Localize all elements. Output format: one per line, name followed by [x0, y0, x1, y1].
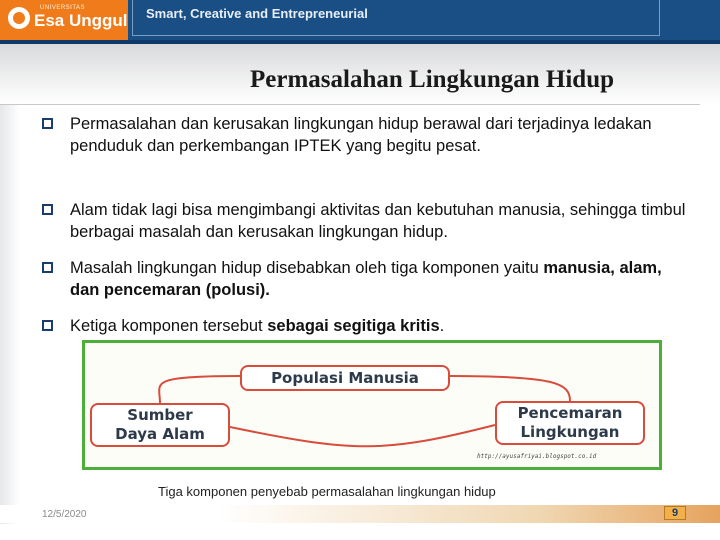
bullet-item — [42, 199, 692, 243]
checkbox-bullet-icon — [42, 118, 53, 129]
node-pollution — [495, 401, 645, 445]
diagram-caption: Tiga komponen penyebab permasalahan lingkungan hidup — [158, 484, 496, 499]
node-label-line: Daya Alam — [115, 425, 205, 443]
title-divider — [0, 104, 700, 105]
page-number: 9 — [664, 506, 686, 520]
bullet-text — [70, 257, 692, 301]
connector-left — [159, 376, 240, 403]
node-population: Populasi Manusia — [240, 365, 450, 391]
bullet-text-bold: manusia, alam, dan pencemaran (polusi). — [70, 259, 662, 299]
header-bar — [0, 0, 720, 44]
bullet-text: Alam tidak lagi bisa mengimbangi aktivitas dan kebutuhan manusia, sehingga timbul berbagai masalah dan kerusakan lingkungan hidup. — [70, 201, 686, 241]
bullet-item — [42, 257, 692, 301]
node-natural-resources — [90, 403, 230, 447]
logo-emblem-icon — [8, 7, 30, 29]
bullet-text-plain: Ketiga komponen tersebut — [70, 317, 268, 335]
bullet-text: Permasalahan dan kerusakan lingkungan hidup berawal dari terjadinya ledakan penduduk dan perkembangan IPTEK yang begitu pesat. — [70, 115, 652, 155]
critical-triangle-diagram — [82, 340, 662, 470]
bullet-text-end: . — [439, 317, 445, 335]
logo-text: Esa Unggul — [34, 11, 128, 30]
connector-right — [450, 376, 570, 401]
tagline: Smart, Creative and Entrepreneurial — [146, 6, 368, 21]
node-label-line: Pencemaran — [517, 404, 623, 422]
side-background — [0, 104, 20, 524]
bullet-text-bold: sebagai segitiga kritis — [267, 317, 440, 335]
university-logo — [0, 0, 128, 40]
node-label-line: Sumber — [127, 406, 193, 424]
checkbox-bullet-icon — [42, 320, 53, 331]
bullet-text — [70, 315, 692, 337]
slide-date: 12/5/2020 — [42, 509, 87, 520]
bullet-item — [42, 113, 692, 157]
slide-title: Permasalahan Lingkungan Hidup — [250, 66, 615, 93]
footer-bar — [0, 505, 720, 523]
checkbox-bullet-icon — [42, 262, 53, 273]
source-url: http://ayusafriyai.blogspot.co.id — [477, 453, 597, 460]
node-label-line: Lingkungan — [520, 423, 620, 441]
logo-caption: UNIVERSITAS — [40, 5, 86, 11]
connector-bottom — [230, 425, 495, 446]
checkbox-bullet-icon — [42, 204, 53, 215]
bullet-item — [42, 315, 692, 337]
bullet-text-plain: Masalah lingkungan hidup disebabkan oleh tiga komponen yaitu — [70, 259, 544, 277]
